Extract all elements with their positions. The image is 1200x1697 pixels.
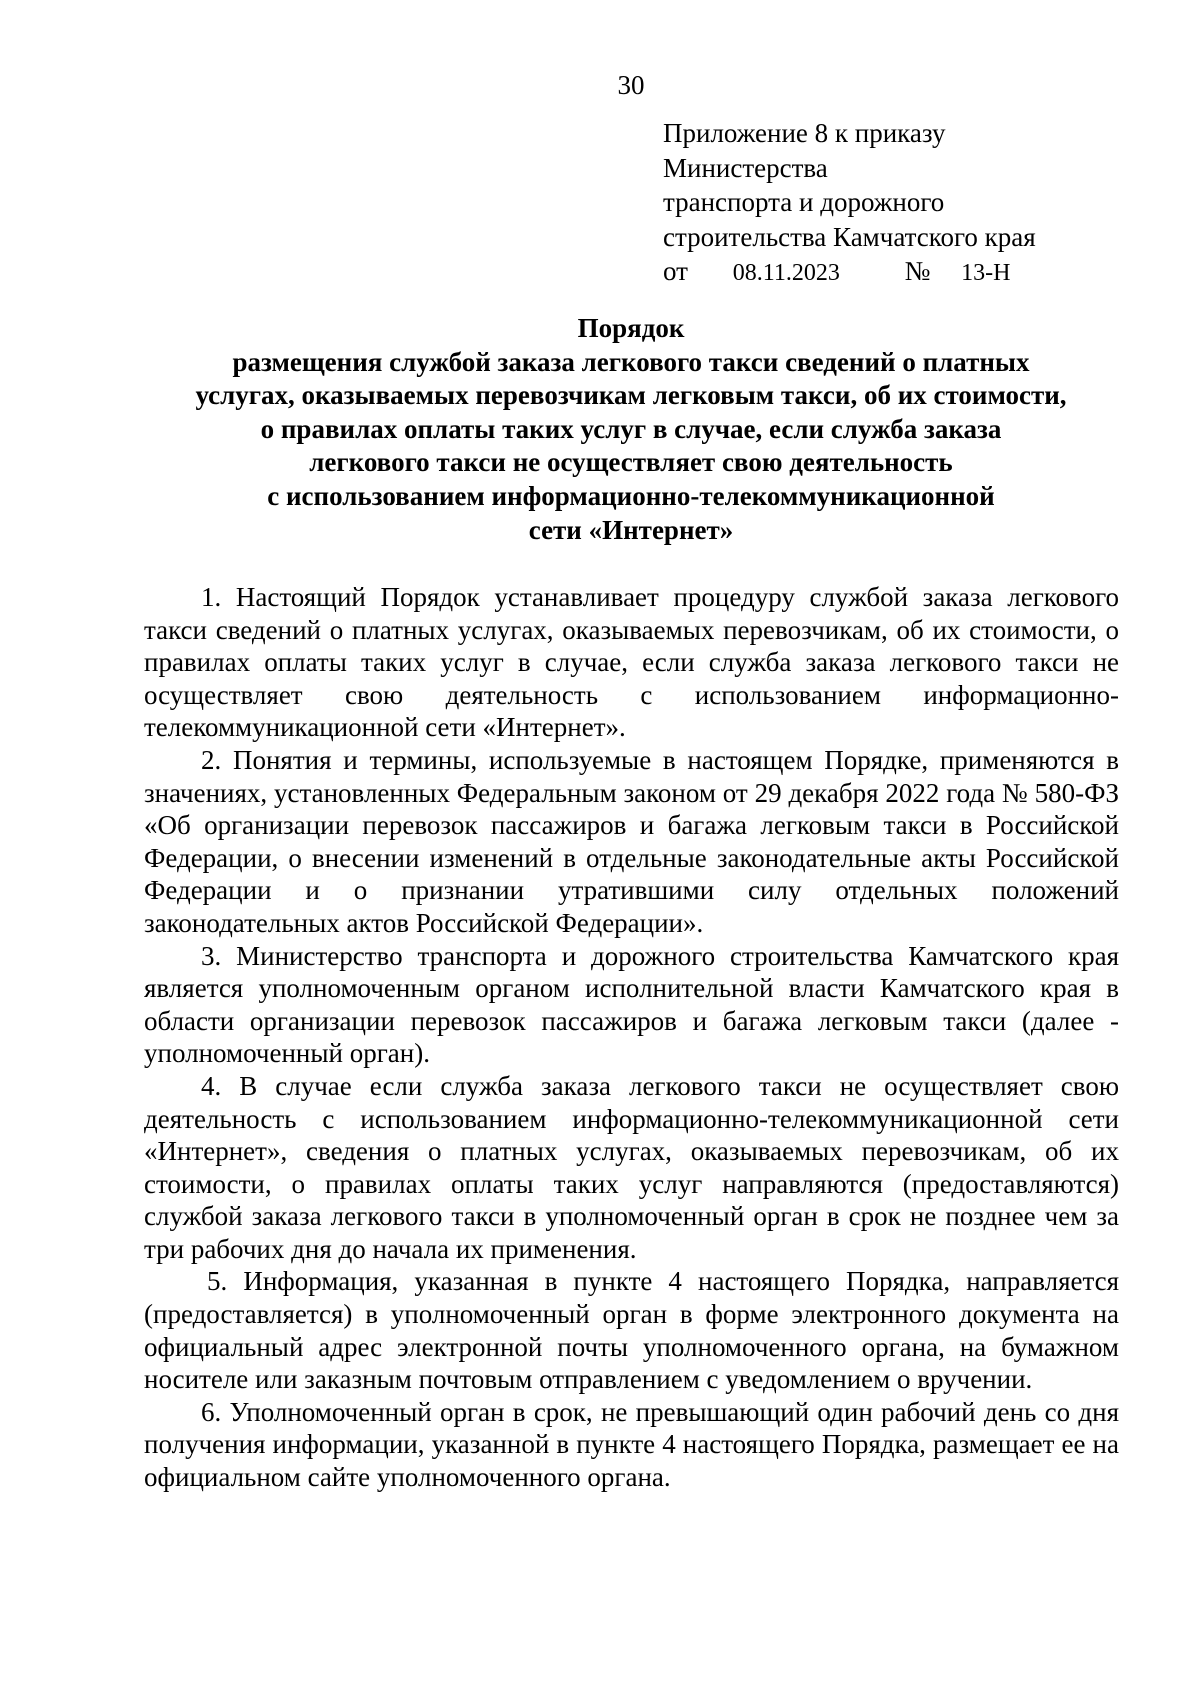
appendix-line: строительства Камчатского края: [663, 221, 1036, 252]
title-line: о правилах оплаты таких услуг в случае, если служба заказа: [260, 413, 1002, 444]
appendix-header: [663, 116, 1036, 291]
paragraph-4: 4. В случае если служба заказа легкового такси не осуществляет свою деятельность с использованием информационно-телекоммуникационной сети «Интернет», сведения о платных услугах, оказываемых перевозчикам, об их стоимости, о правилах оплаты таких услуг направляются (предоставляются) службой заказа легкового такси в уполномоченный орган в срок не позднее чем за три рабочих дня до начала их применения.: [144, 1070, 1119, 1264]
paragraph-3: 3. Министерство транспорта и дорожного строительства Камчатского края является уполномоченным органом исполнительной власти Камчатского края в области организации перевозок пассажиров и багажа легковым такси (далее - уполномоченный орган).: [144, 940, 1119, 1069]
document-body: [144, 581, 1119, 1494]
page-number: 30: [617, 70, 645, 100]
title-heading: Порядок: [577, 313, 685, 343]
title-line: размещения службой заказа легкового такси сведений о платных: [232, 346, 1030, 377]
title-line: услугах, оказываемых перевозчикам легковым такси, об их стоимости,: [195, 380, 1067, 411]
order-date: 08.11.2023: [732, 260, 840, 286]
paragraph-5: 5. Информация, указанная в пункте 4 настоящего Порядка, направляется (предоставляется) в уполномоченный орган в форме электронного документа на официальный адрес электронной почты уполномоченного органа, на бумажном носителе или заказным почтовым отправлением с уведомлением о вручении.: [144, 1266, 1119, 1395]
title-line: с использованием информационно-телекоммуникационной: [267, 480, 995, 511]
appendix-line: транспорта и дорожного: [663, 187, 945, 217]
appendix-line: Приложение 8 к приказу: [663, 118, 946, 148]
from-label: от: [663, 256, 688, 286]
paragraph-6: 6. Уполномоченный орган в срок, не превышающий один рабочий день со дня получения информации, указанной в пункте 4 настоящего Порядка, размещает ее на официальном сайте уполномоченного органа.: [144, 1396, 1119, 1493]
order-number: 13-Н: [961, 260, 1011, 286]
order-date-number: [663, 254, 1036, 291]
appendix-line: Министерства: [663, 152, 828, 183]
document-title: [150, 312, 1112, 547]
paragraph-1: 1. Настоящий Порядок устанавливает процедуру службой заказа легкового такси сведений о платных услугах, оказываемых перевозчикам, об их стоимости, о правилах оплаты таких услуг в случае, если служба заказа легкового такси не осуществляет свою деятельность с использованием информационно-телекоммуникационной сети «Интернет».: [144, 582, 1119, 743]
title-line: легкового такси не осуществляет свою деятельность: [309, 447, 953, 478]
number-sign: №: [904, 256, 931, 286]
title-line: сети «Интернет»: [528, 514, 734, 545]
paragraph-2: 2. Понятия и термины, используемые в настоящем Порядке, применяются в значениях, установленных Федеральным законом от 29 декабря 2022 года № 580-ФЗ «Об организации перевозок пассажиров и багажа легковым такси в Российской Федерации, о внесении изменений в отдельные законодательные акты Российской Федерации и о признании утратившими силу отдельных положений законодательных актов Российской Федерации».: [144, 744, 1119, 938]
